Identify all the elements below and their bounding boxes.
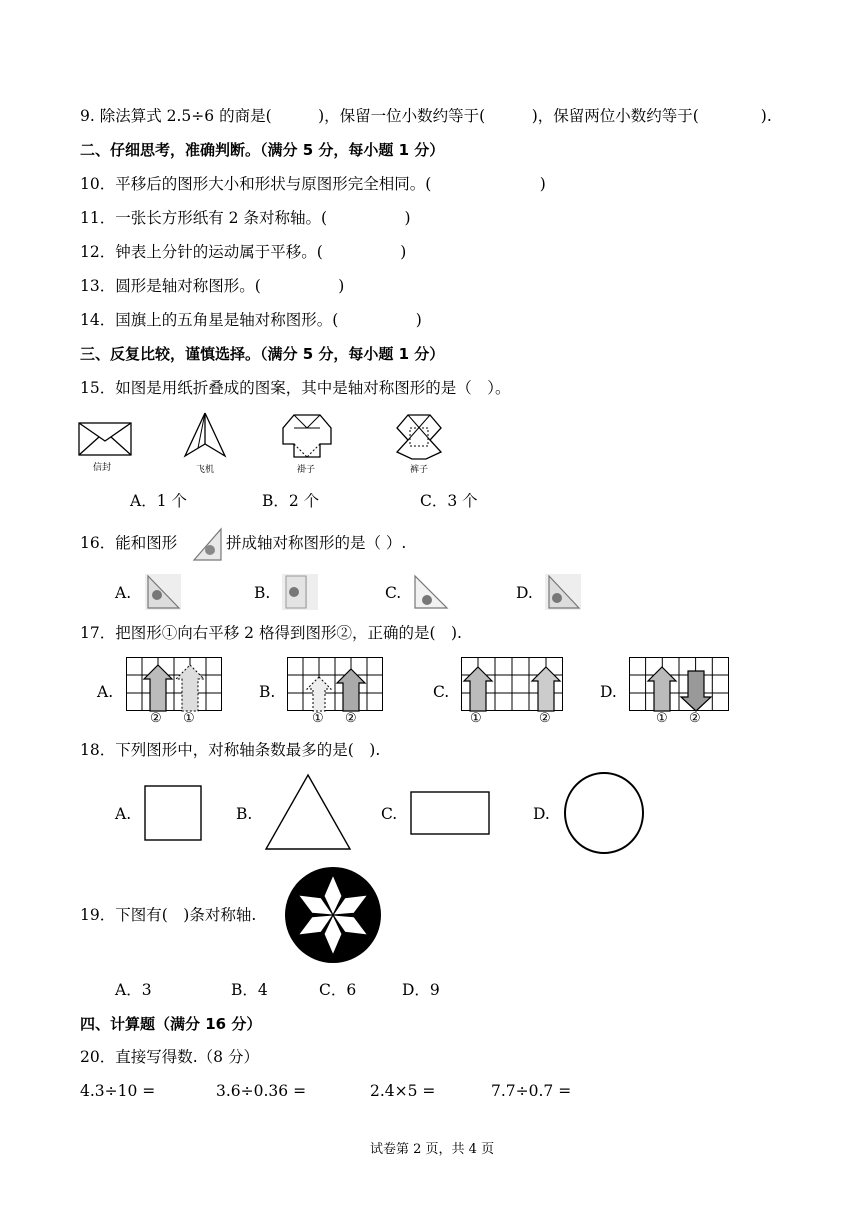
q20-item-1: 4.3÷10 = xyxy=(80,1082,156,1100)
q17-option-b-grid[interactable] xyxy=(287,657,383,711)
airplane-figure xyxy=(184,412,226,458)
q19-option-d[interactable]: D．9 xyxy=(402,981,440,999)
question-9: 9. 除法算式 2.5÷6 的商是( )，保留一位小数约等于( )，保留两位小数约等于( ). xyxy=(80,107,772,125)
q16-option-a[interactable]: A. xyxy=(115,584,132,602)
question-12: 12．钟表上分针的运动属于平移。( ) xyxy=(80,243,407,261)
q17-b-label-2: ② xyxy=(345,711,357,726)
q19-option-c[interactable]: C．6 xyxy=(319,981,357,999)
pants-figure xyxy=(396,414,442,460)
q16-reference-triangle xyxy=(193,528,223,562)
question-17-stem: 17．把图形①向右平移 2 格得到图形②，正确的是( ). xyxy=(80,624,462,642)
question-11: 11．一张长方形纸有 2 条对称轴。( ) xyxy=(80,209,411,227)
q18-option-d[interactable]: D. xyxy=(533,805,550,823)
q20-item-4: 7.7÷0.7 = xyxy=(491,1082,572,1100)
q19-star-circle-figure xyxy=(284,866,382,964)
question-15-stem: 15．如图是用纸折叠成的图案，其中是轴对称图形的是（ ）。 xyxy=(80,379,511,397)
q17-option-c[interactable]: C. xyxy=(433,683,450,701)
q16-option-d[interactable]: D. xyxy=(516,584,533,602)
q20-item-2: 3.6÷0.36 = xyxy=(216,1082,307,1100)
q17-d-label-2: ② xyxy=(689,711,701,726)
q18-option-b[interactable]: B. xyxy=(236,805,253,823)
q17-b-label-1: ① xyxy=(312,711,324,726)
q18-triangle[interactable] xyxy=(264,773,352,851)
shirt-figure xyxy=(282,414,332,458)
q16-option-c-figure[interactable] xyxy=(413,574,449,610)
pants-caption: 裤子 xyxy=(410,465,429,475)
airplane-caption: 飞机 xyxy=(196,465,215,475)
page-footer: 试卷第 2 页，共 4 页 xyxy=(370,1142,495,1157)
question-19-stem: 19．下图有( )条对称轴. xyxy=(80,906,257,924)
q17-a-label-1: ② xyxy=(150,711,162,726)
q16-option-a-figure[interactable] xyxy=(145,574,181,610)
q18-square[interactable] xyxy=(144,785,202,841)
q17-option-d[interactable]: D. xyxy=(600,683,617,701)
q17-option-d-grid[interactable] xyxy=(629,657,729,711)
q16-option-d-figure[interactable] xyxy=(545,574,581,610)
question-16-stem-a: 16．能和图形 xyxy=(80,534,178,552)
q18-rectangle[interactable] xyxy=(410,791,490,835)
q17-d-label-1: ① xyxy=(656,711,668,726)
q17-option-b[interactable]: B. xyxy=(259,683,276,701)
q18-option-a[interactable]: A. xyxy=(115,805,132,823)
q16-option-c[interactable]: C. xyxy=(385,584,402,602)
question-18-stem: 18．下列图形中，对称轴条数最多的是( ). xyxy=(80,741,381,759)
q16-option-b[interactable]: B. xyxy=(254,584,271,602)
q17-c-label-1: ① xyxy=(470,711,482,726)
q17-option-a[interactable]: A. xyxy=(97,683,114,701)
section-2-heading: 二、仔细思考，准确判断。（满分 5 分，每小题 1 分） xyxy=(80,141,445,159)
envelope-caption: 信封 xyxy=(93,463,112,473)
question-20-stem: 20．直接写得数.（8 分） xyxy=(80,1048,259,1066)
q19-option-b[interactable]: B．4 xyxy=(231,981,268,999)
section-4-heading: 四、计算题（满分 16 分） xyxy=(80,1015,262,1033)
q16-option-b-figure[interactable] xyxy=(282,574,318,610)
q18-option-c[interactable]: C. xyxy=(381,805,398,823)
question-13: 13．圆形是轴对称图形。( ) xyxy=(80,277,345,295)
q15-option-c[interactable]: C．3 个 xyxy=(420,492,478,510)
question-16-stem-b: 拼成轴对称图形的是（ ）. xyxy=(226,534,407,552)
question-14: 14．国旗上的五角星是轴对称图形。( ) xyxy=(80,311,422,329)
q17-a-label-2: ① xyxy=(183,711,195,726)
q15-option-a[interactable]: A．1 个 xyxy=(130,492,187,510)
q19-option-a[interactable]: A．3 xyxy=(115,981,152,999)
envelope-figure xyxy=(78,422,132,456)
q17-c-label-2: ② xyxy=(539,711,551,726)
question-10: 10．平移后的图形大小和形状与原图形完全相同。( ) xyxy=(80,175,546,193)
q17-option-c-grid[interactable] xyxy=(461,657,563,711)
shirt-caption: 褂子 xyxy=(297,465,316,475)
section-3-heading: 三、反复比较，谨慎选择。（满分 5 分，每小题 1 分） xyxy=(80,345,445,363)
q15-option-b[interactable]: B．2 个 xyxy=(262,492,320,510)
q20-item-3: 2.4×5 = xyxy=(370,1082,436,1100)
q17-option-a-grid[interactable] xyxy=(126,657,222,711)
q18-circle[interactable] xyxy=(563,771,645,855)
